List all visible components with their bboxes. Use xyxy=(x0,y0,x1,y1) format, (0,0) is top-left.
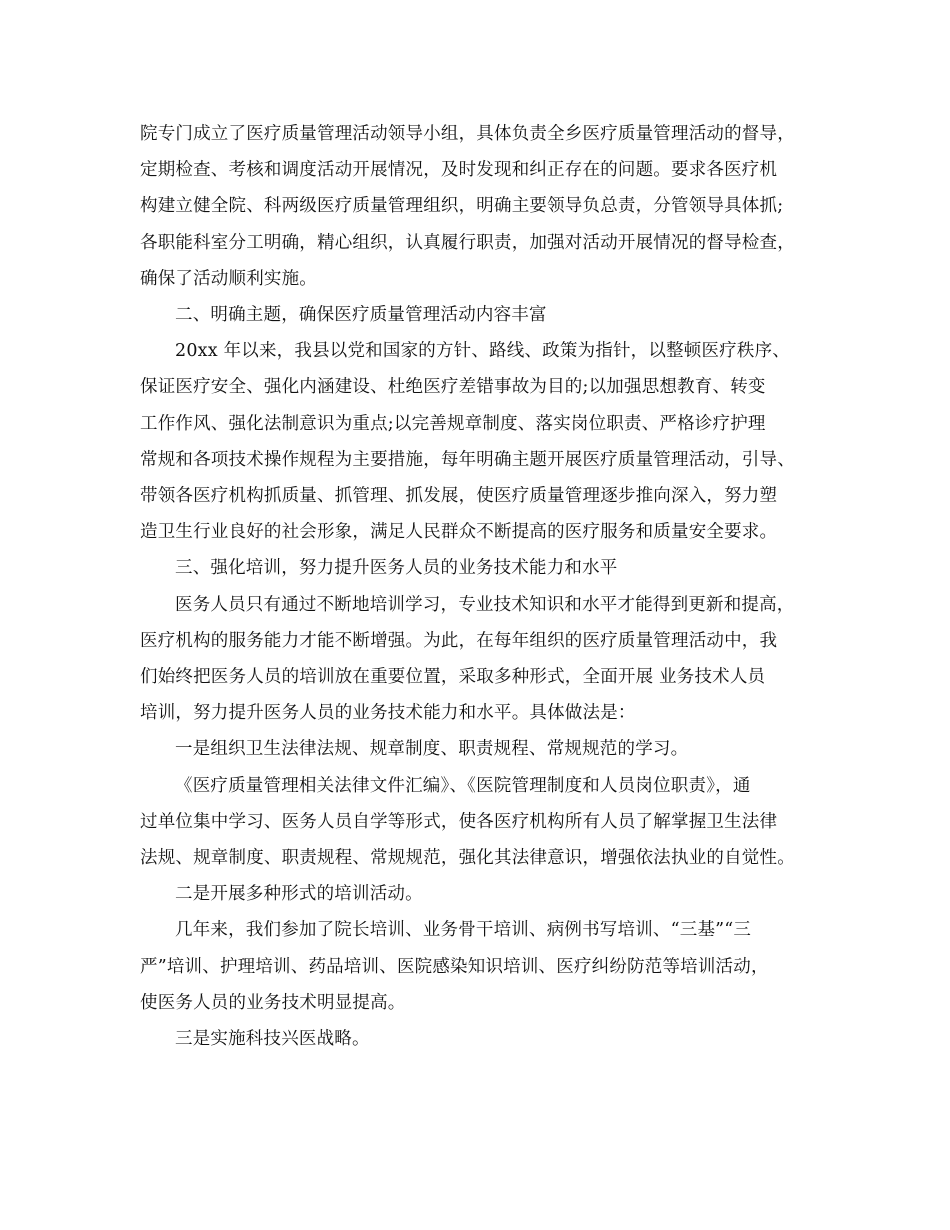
text-line: 二、明确主题，确保医疗质量管理活动内容丰富 xyxy=(175,305,547,326)
paragraph xyxy=(140,1021,830,1057)
text-line: 法规、规章制度、职责规程、常规规范，强化其法律意识，增强依法执业的自觉性。 xyxy=(140,848,795,869)
text-line: 工作作风、强化法制意识为重点;以完善规章制度、落实岗位职责、严格诊疗护理 xyxy=(140,413,766,434)
text-line: 确保了活动顺利实施。 xyxy=(140,268,317,289)
text-line: 构建立健全院、科两级医疗质量管理组织，明确主要领导负总责，分管领导具体抓; xyxy=(140,196,784,217)
text-line: 几年来，我们参加了院长培训、业务骨干培训、病例书写培训、“三基”“三 xyxy=(175,920,752,941)
text-line: 医疗机构的服务能力才能不断增强。为此，在每年组织的医疗质量管理活动中，我 xyxy=(140,630,778,651)
paragraph xyxy=(140,876,830,912)
document-body xyxy=(140,116,830,1057)
text-line: 院专门成立了医疗质量管理活动领导小组，具体负责全乡医疗质量管理活动的督导， xyxy=(140,124,795,144)
text-line: 二是开展多种形式的培训活动。 xyxy=(175,884,423,905)
text-line: 《医疗质量管理相关法律文件汇编》、《医院管理制度和人员岗位职责》，通 xyxy=(175,775,751,796)
paragraph xyxy=(140,768,830,877)
paragraph xyxy=(140,116,830,297)
paragraph xyxy=(140,912,830,1021)
paragraph xyxy=(140,297,830,333)
text-line: 造卫生行业良好的社会形象，满足人民群众不断提高的医疗服务和质量安全要求。 xyxy=(140,522,778,543)
text-line: 使医务人员的业务技术明显提高。 xyxy=(140,992,406,1013)
paragraph xyxy=(140,587,830,732)
paragraph xyxy=(140,731,830,767)
text-line: 严”培训、护理培训、药品培训、医院感染知识培训、医疗纠纷防范等培训活动， xyxy=(140,956,769,977)
text-line: 常规和各项技术操作规程为主要措施，每年明确主题开展医疗质量管理活动，引导、 xyxy=(140,449,795,470)
paragraph xyxy=(140,333,830,550)
text-line: 过单位集中学习、医务人员自学等形式，使各医疗机构所有人员了解掌握卫生法律 xyxy=(140,811,778,832)
text-line: 医务人员只有通过不断地培训学习，专业技术知识和水平才能得到更新和提高， xyxy=(175,594,795,615)
paragraph xyxy=(140,550,830,586)
text-line: 培训，努力提升医务人员的业务技术能力和水平。具体做法是： xyxy=(140,703,636,724)
text-line: 定期检查、考核和调度活动开展情况，及时发现和纠正存在的问题。要求各医疗机 xyxy=(140,160,778,181)
text-line: 一是组织卫生法律法规、规章制度、职责规程、常规规范的学习。 xyxy=(175,739,689,760)
text-line: 们始终把医务人员的培训放在重要位置，采取多种形式，全面开展 业务技术人员 xyxy=(140,667,766,688)
text-line: 20xx 年以来，我县以党和国家的方针、路线、政策为指针，以整顿医疗秩序、 xyxy=(175,341,790,362)
text-line: 各职能科室分工明确，精心组织，认真履行职责，加强对活动开展情况的督导检查， xyxy=(140,232,795,253)
text-line: 保证医疗安全、强化内涵建设、杜绝医疗差错事故为目的;以加强思想教育、转变 xyxy=(140,377,766,398)
text-line: 带领各医疗机构抓质量、抓管理、抓发展，使医疗质量管理逐步推向深入，努力塑 xyxy=(140,486,778,507)
text-line: 三、强化培训，努力提升医务人员的业务技术能力和水平 xyxy=(175,558,618,579)
text-line: 三是实施科技兴医战略。 xyxy=(175,1029,370,1050)
